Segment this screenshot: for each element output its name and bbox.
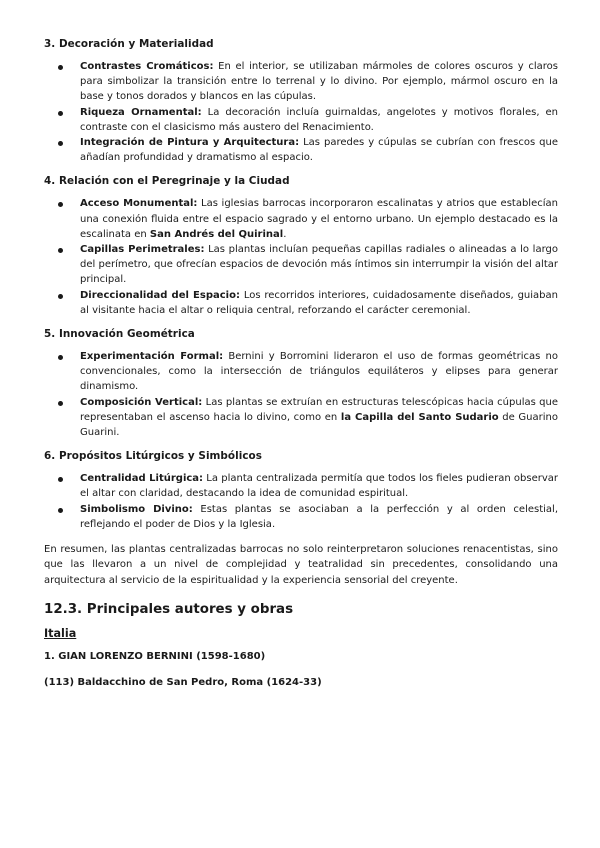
section-heading: 5. Innovación Geométrica xyxy=(44,328,195,341)
bullet-icon xyxy=(58,477,63,482)
chapter-heading: 12.3. Principales autores y obras xyxy=(44,602,294,618)
bullet-icon xyxy=(58,355,63,360)
bullet-icon xyxy=(58,508,63,513)
bullet-icon xyxy=(58,141,63,146)
list-item xyxy=(44,105,558,135)
item-text: Estas plantas se asociaban a la perfección y al orden celestial, reflejando el poder de Dios y la Iglesia. xyxy=(80,503,559,530)
list-item xyxy=(44,349,558,395)
item-text: La planta centralizada permitía que todos los fieles pudieran observar el altar con claridad, destacando la idea de comunidad espiritual. xyxy=(80,473,559,500)
item-text: Las paredes y cúpulas se cubrían con frescos que añadían profundidad y dramatismo al espacio. xyxy=(80,137,558,164)
item-term: Integración de Pintura y Arquitectura: xyxy=(80,137,300,149)
item-text: Bernini y Borromini lideraron el uso de formas geométricas no convencionales, como la intersección de triángulos equiláteros y elipses para generar dinamismo. xyxy=(80,351,558,393)
item-text: Las iglesias barrocas incorporaron escalinatas y atrios que establecían una conexión fluida entre el espacio sagrado y el entorno urbano. Un ejemplo destacado es la escalinata en xyxy=(80,198,558,240)
item-term: Direccionalidad del Espacio: xyxy=(80,289,240,301)
work-heading: (113) Baldacchino de San Pedro, Roma (1624-33) xyxy=(44,677,322,689)
section-heading: 6. Propósitos Litúrgicos y Simbólicos xyxy=(44,450,262,463)
item-text: Las plantas incluían pequeñas capillas radiales o alineadas a lo largo del perímetro, que ofrecían espacios de devoción más íntimos sin interrumpir la visión del altar principal. xyxy=(80,244,558,286)
list-item xyxy=(44,288,558,318)
bullet-icon xyxy=(58,111,63,116)
item-text: En el interior, se utilizaban mármoles de colores oscuros y claros para simbolizar la transición entre lo terrenal y lo divino. Por ejemplo, mármol oscuro en la base y tonos dorados y blancos en las cúpulas. xyxy=(80,61,558,103)
bullet-icon xyxy=(58,294,63,299)
item-term: Experimentación Formal: xyxy=(80,351,224,363)
section-heading: 4. Relación con el Peregrinaje y la Ciudad xyxy=(44,175,290,188)
item-text-tail: . xyxy=(283,228,287,240)
item-term: Composición Vertical: xyxy=(80,396,203,408)
bullet-icon xyxy=(58,65,63,70)
bullet-list xyxy=(44,471,558,532)
document-page xyxy=(44,38,558,703)
author-heading: 1. GIAN LORENZO BERNINI (1598-1680) xyxy=(44,651,266,663)
bullet-icon xyxy=(58,202,63,207)
item-text: La decoración incluía guirnaldas, angelotes y motivos florales, en contraste con el clasicismo más austero del Renacimiento. xyxy=(80,106,558,133)
list-item xyxy=(44,196,558,242)
item-text: Los recorridos interiores, cuidadosamente diseñados, guiaban al visitante hacia el altar o reliquia central, reforzando el carácter ceremonial. xyxy=(80,289,558,316)
list-item xyxy=(44,471,558,501)
item-term: Simbolismo Divino: xyxy=(80,503,193,515)
bullet-list xyxy=(44,349,558,440)
list-item xyxy=(44,135,558,165)
bullet-list xyxy=(44,196,558,318)
item-term: Riqueza Ornamental: xyxy=(80,106,202,118)
bullet-list xyxy=(44,59,558,165)
summary-paragraph: En resumen, las plantas centralizadas barrocas no solo reinterpretaron soluciones renacentistas, sino que las llevaron a un nivel de complejidad y teatralidad sin precedentes, consolidando una arquitectura al servicio de la espiritualidad y la experiencia sensorial del creyente. xyxy=(44,544,558,586)
section-heading: 3. Decoración y Materialidad xyxy=(44,38,214,50)
item-term: Acceso Monumental: xyxy=(80,198,198,210)
country-heading: Italia xyxy=(44,627,77,641)
item-text: Las plantas se extruían en estructuras telescópicas hacia cúpulas que representaban el ascenso hacia lo divino, como en xyxy=(80,396,558,423)
item-text-tail: de Guarino Guarini. xyxy=(80,411,558,439)
bullet-icon xyxy=(58,401,63,406)
list-item xyxy=(44,395,558,441)
item-emphasis: la Capilla del Santo Sudario xyxy=(340,411,499,423)
bullet-icon xyxy=(58,248,63,253)
item-term: Contrastes Cromáticos: xyxy=(80,61,214,72)
list-item xyxy=(44,502,558,532)
item-term: Centralidad Litúrgica: xyxy=(80,473,204,485)
list-item xyxy=(44,59,558,105)
item-term: Capillas Perimetrales: xyxy=(80,244,205,256)
item-emphasis: San Andrés del Quirinal xyxy=(149,228,284,240)
list-item xyxy=(44,242,558,288)
